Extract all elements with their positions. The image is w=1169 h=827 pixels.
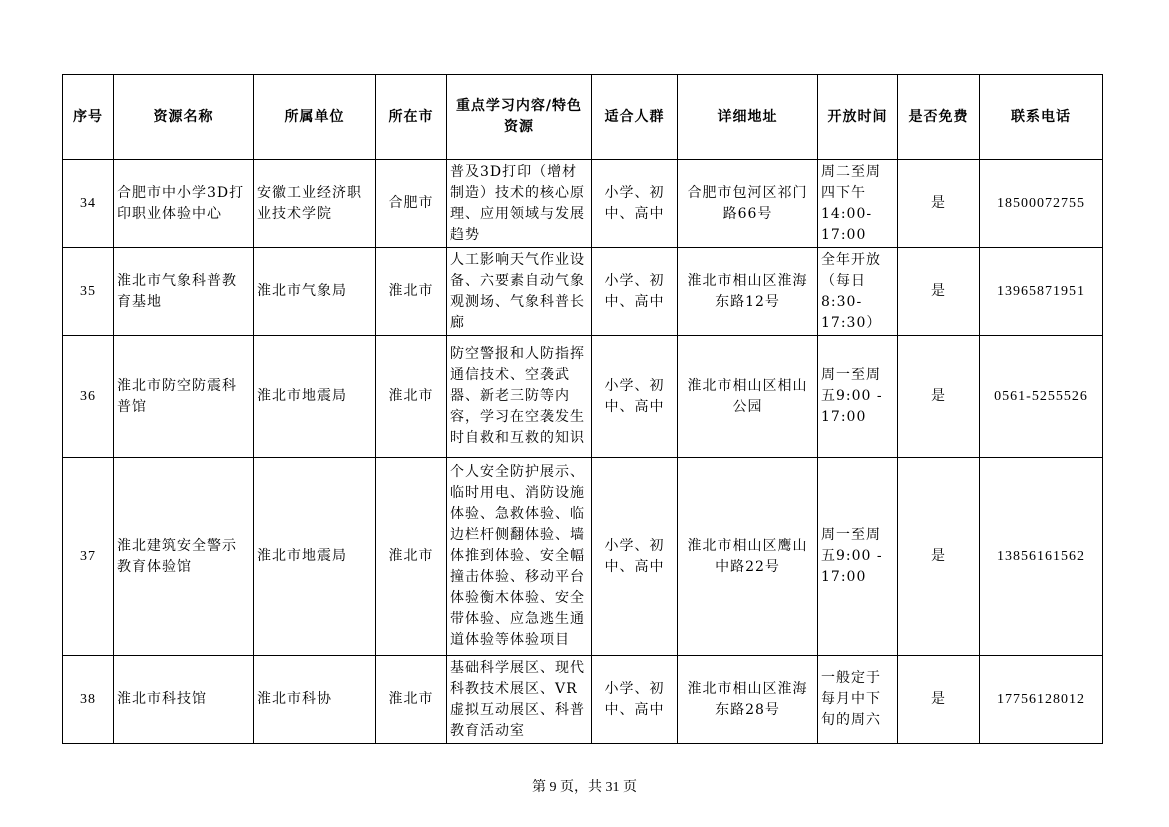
row-audience: 小学、初中、高中 bbox=[592, 160, 678, 248]
row-audience: 小学、初中、高中 bbox=[592, 248, 678, 336]
row-free: 是 bbox=[898, 248, 980, 336]
header-city: 所在市 bbox=[376, 75, 447, 160]
page-footer: 第 9 页，共 31 页 bbox=[532, 780, 637, 795]
row-city: 合肥市 bbox=[376, 160, 447, 248]
row-hours: 周一至周五9:00 - 17:00 bbox=[818, 336, 898, 458]
row-address: 淮北市相山区鹰山中路22号 bbox=[678, 458, 818, 656]
header-content: 重点学习内容/特色资源 bbox=[447, 75, 592, 160]
row-hours: 全年开放（每日8:30-17:30） bbox=[818, 248, 898, 336]
row-phone: 17756128012 bbox=[980, 656, 1103, 744]
row-audience: 小学、初中、高中 bbox=[592, 656, 678, 744]
row-phone: 0561-5255526 bbox=[980, 336, 1103, 458]
row-unit: 淮北市科协 bbox=[254, 656, 376, 744]
row-name: 淮北建筑安全警示教育体验馆 bbox=[114, 458, 254, 656]
row-address: 淮北市相山区淮海东路28号 bbox=[678, 656, 818, 744]
row-no: 34 bbox=[63, 160, 114, 248]
row-unit: 淮北市地震局 bbox=[254, 458, 376, 656]
row-name: 淮北市防空防震科普馆 bbox=[114, 336, 254, 458]
row-name: 淮北市气象科普教育基地 bbox=[114, 248, 254, 336]
resource-table bbox=[62, 74, 1103, 744]
row-hours: 一般定于每月中下旬的周六 bbox=[818, 656, 898, 744]
table-row bbox=[63, 458, 1103, 656]
row-content: 防空警报和人防指挥通信技术、空袭武器、新老三防等内容，学习在空袭发生时自救和互救的知识 bbox=[447, 336, 592, 458]
row-free: 是 bbox=[898, 160, 980, 248]
table-row bbox=[63, 336, 1103, 458]
row-name: 淮北市科技馆 bbox=[114, 656, 254, 744]
header-address: 详细地址 bbox=[678, 75, 818, 160]
row-unit: 淮北市地震局 bbox=[254, 336, 376, 458]
row-hours: 周二至周四下午14:00-17:00 bbox=[818, 160, 898, 248]
header-hours: 开放时间 bbox=[818, 75, 898, 160]
row-city: 淮北市 bbox=[376, 248, 447, 336]
row-unit: 安徽工业经济职业技术学院 bbox=[254, 160, 376, 248]
row-phone: 18500072755 bbox=[980, 160, 1103, 248]
row-no: 35 bbox=[63, 248, 114, 336]
header-name: 资源名称 bbox=[114, 75, 254, 160]
row-free: 是 bbox=[898, 336, 980, 458]
row-phone: 13965871951 bbox=[980, 248, 1103, 336]
row-city: 淮北市 bbox=[376, 458, 447, 656]
header-audience: 适合人群 bbox=[592, 75, 678, 160]
row-content: 普及3D打印（增材制造）技术的核心原理、应用领域与发展趋势 bbox=[447, 160, 592, 248]
header-row bbox=[63, 75, 1103, 160]
row-city: 淮北市 bbox=[376, 656, 447, 744]
row-free: 是 bbox=[898, 458, 980, 656]
row-address: 淮北市相山区淮海东路12号 bbox=[678, 248, 818, 336]
row-phone: 13856161562 bbox=[980, 458, 1103, 656]
header-unit: 所属单位 bbox=[254, 75, 376, 160]
row-content: 基础科学展区、现代科教技术展区、VR虚拟互动展区、科普教育活动室 bbox=[447, 656, 592, 744]
row-address: 合肥市包河区祁门路66号 bbox=[678, 160, 818, 248]
header-free: 是否免费 bbox=[898, 75, 980, 160]
row-no: 38 bbox=[63, 656, 114, 744]
row-content: 个人安全防护展示、临时用电、消防设施体验、急救体验、临边栏杆侧翻体验、墙体推到体验、安全幅撞击体验、移动平台体验衡木体验、安全带体验、应急逃生通道体验等体验项目 bbox=[447, 458, 592, 656]
row-name: 合肥市中小学3D打印职业体验中心 bbox=[114, 160, 254, 248]
table-row bbox=[63, 248, 1103, 336]
table-row bbox=[63, 656, 1103, 744]
row-no: 37 bbox=[63, 458, 114, 656]
row-hours: 周一至周五9:00 - 17:00 bbox=[818, 458, 898, 656]
header-no: 序号 bbox=[63, 75, 114, 160]
row-audience: 小学、初中、高中 bbox=[592, 458, 678, 656]
row-no: 36 bbox=[63, 336, 114, 458]
row-address: 淮北市相山区相山公园 bbox=[678, 336, 818, 458]
header-phone: 联系电话 bbox=[980, 75, 1103, 160]
row-audience: 小学、初中、高中 bbox=[592, 336, 678, 458]
row-city: 淮北市 bbox=[376, 336, 447, 458]
row-unit: 淮北市气象局 bbox=[254, 248, 376, 336]
row-free: 是 bbox=[898, 656, 980, 744]
table-row bbox=[63, 160, 1103, 248]
row-content: 人工影响天气作业设备、六要素自动气象观测场、气象科普长廊 bbox=[447, 248, 592, 336]
